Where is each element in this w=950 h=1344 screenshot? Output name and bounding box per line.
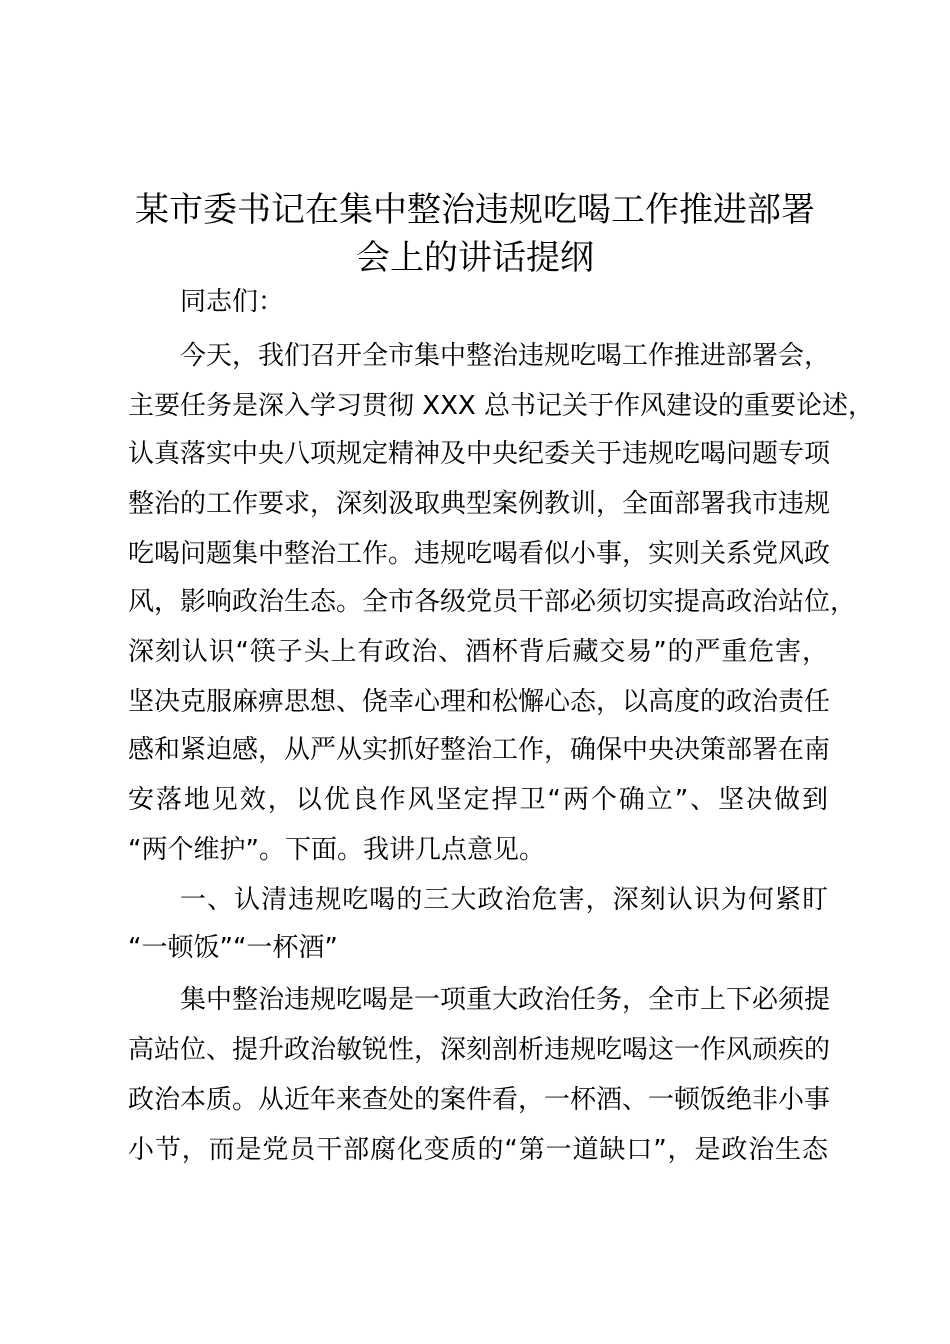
paragraph-1-line: 今天，我们召开全市集中整治违规吃喝工作推进部署会，: [180, 341, 831, 371]
paragraph-1-line: 吃喝问题集中整治工作。违规吃喝看似小事，实则关系党风政: [128, 539, 831, 569]
paragraph-1-line: 深刻认识“筷子头上有政治、酒杯背后藏交易”的严重危害，: [128, 637, 828, 667]
paragraph-1-line: 感和紧迫感，从严从实抓好整治工作，确保中央决策部署在南: [128, 735, 831, 765]
paragraph-1-line: 整治的工作要求，深刻汲取典型案例教训，全面部署我市违规: [128, 489, 831, 519]
paragraph-1-line: “两个维护”。下面。我讲几点意见。: [128, 835, 545, 865]
paragraph-3-line: 高站位、提升政治敏锐性，深刻剖析违规吃喝这一作风顽疾的: [128, 1035, 831, 1065]
paragraph-1-line: 坚决克服麻痹思想、侥幸心理和松懈心态，以高度的政治责任: [128, 687, 831, 717]
section-heading-line: “一顿饭”“一杯酒”: [128, 933, 338, 963]
paragraph-3-line: 集中整治违规吃喝是一项重大政治任务，全市上下必须提: [180, 985, 831, 1015]
paragraph-3-line: 小节，而是党员干部腐化变质的“第一道缺口”，是政治生态: [128, 1135, 828, 1165]
paragraph-1-line: 主要任务是深入学习贯彻 XXX 总书记关于作风建设的重要论述，: [128, 391, 874, 421]
paragraph-1-line: 安落地见效，以优良作风坚定捍卫“两个确立”、坚决做到: [128, 785, 828, 815]
document-title-line-2: 会上的讲话提纲: [356, 238, 594, 278]
paragraph-3-line: 政治本质。从近年来查处的案件看，一杯酒、一顿饭绝非小事: [128, 1085, 831, 1115]
section-heading-line: 一、认清违规吃喝的三大政治危害，深刻认识为何紧盯: [180, 885, 828, 915]
paragraph-1-line: 认真落实中央八项规定精神及中央纪委关于违规吃喝问题专项: [128, 439, 831, 469]
paragraph-1-line: 风，影响政治生态。全市各级党员干部必须切实提高政治站位，: [128, 587, 857, 617]
salutation: 同志们：: [180, 287, 285, 317]
document-title-line-1: 某市委书记在集中整治违规吃喝工作推进部署: [135, 190, 815, 230]
